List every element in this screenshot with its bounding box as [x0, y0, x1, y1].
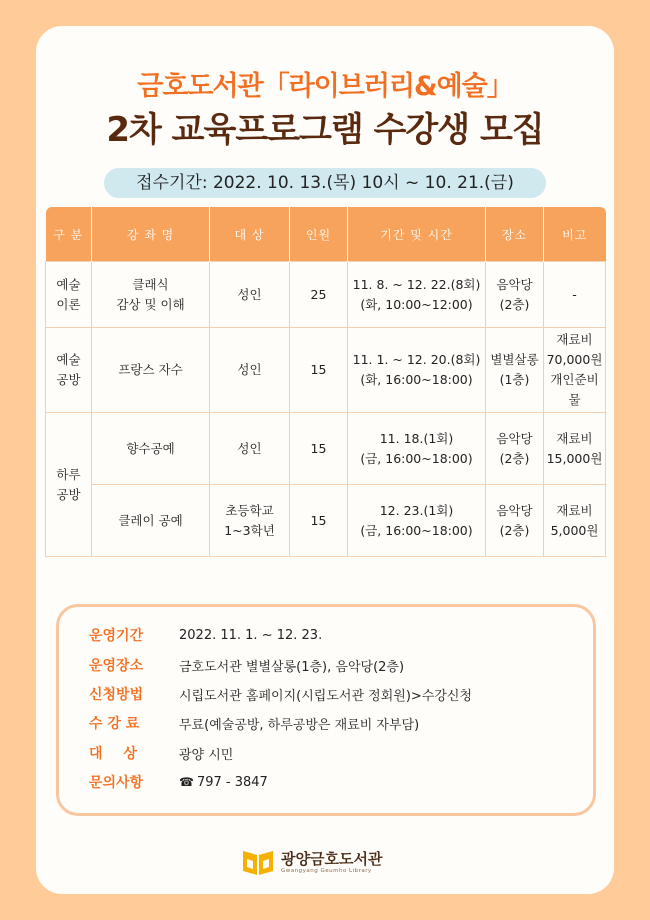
target-value: 광양 시민 — [179, 747, 234, 763]
cell-schedule: 11. 1. ~ 12. 20.(8회) (화, 16:00~18:00) — [348, 328, 486, 413]
poster-card — [36, 26, 614, 894]
info-row-contact — [89, 770, 268, 794]
cell-course: 클래식 감상 및 이해 — [92, 262, 210, 328]
header-category: 구 분 — [46, 207, 92, 262]
contact-number: 797 - 3847 — [196, 774, 268, 790]
cell-target: 성인 — [210, 328, 290, 413]
table-row — [46, 262, 606, 328]
contact-label: 문의사항 — [89, 775, 144, 791]
cell-schedule: 11. 8. ~ 12. 22.(8회) (화, 10:00~12:00) — [348, 262, 486, 328]
info-row-venue — [89, 653, 404, 677]
program-table — [45, 207, 606, 557]
cell-schedule: 11. 18.(1회) (금, 16:00~18:00) — [348, 413, 486, 485]
title-line-2: 2차 교육프로그램 수강생 모집 — [106, 110, 544, 150]
header-count: 인원 — [290, 207, 348, 262]
header-schedule: 기간 및 시간 — [348, 207, 486, 262]
cell-note: 재료비 15,000원 — [544, 413, 606, 485]
info-row-fee — [89, 711, 419, 735]
library-logo — [241, 844, 382, 880]
venue-label: 운영장소 — [89, 658, 144, 674]
cell-category: 예술 이론 — [46, 262, 92, 328]
info-row-period — [89, 623, 322, 647]
cell-course: 향수공예 — [92, 413, 210, 485]
header-place: 장소 — [486, 207, 544, 262]
header-note: 비고 — [544, 207, 606, 262]
cell-note: 재료비 5,000원 — [544, 485, 606, 557]
library-name: 광양금호도서관 — [281, 849, 383, 868]
cell-count: 15 — [290, 413, 348, 485]
apply-label: 신청방법 — [89, 687, 144, 703]
cell-count: 25 — [290, 262, 348, 328]
venue-value: 금호도서관 별별살롱(1층), 음악당(2층) — [179, 659, 405, 675]
fee-value: 무료(예술공방, 하루공방은 재료비 자부담) — [179, 717, 420, 733]
cell-place: 음악당 (2층) — [486, 262, 544, 328]
cell-target: 성인 — [210, 262, 290, 328]
cell-place: 음악당 (2층) — [486, 485, 544, 557]
header-target: 대 상 — [210, 207, 290, 262]
cell-place: 별별살롱 (1층) — [486, 328, 544, 413]
table-row — [46, 485, 606, 557]
library-logo-icon — [241, 847, 275, 877]
title-line-1: 금호도서관「라이브러리&예술」 — [137, 71, 513, 102]
target-label: 대 상 — [89, 746, 145, 762]
cell-category: 예술 공방 — [46, 328, 92, 413]
apply-value: 시립도서관 홈페이지(시립도서관 정회원)>수강신청 — [179, 688, 473, 704]
cell-note: - — [544, 262, 606, 328]
operation-period-label: 운영기간 — [89, 628, 144, 644]
cell-course: 프랑스 자수 — [92, 328, 210, 413]
table-header-row — [46, 207, 606, 262]
cell-schedule: 12. 23.(1회) (금, 16:00~18:00) — [348, 485, 486, 557]
operation-period-value: 2022. 11. 1. ~ 12. 23. — [179, 627, 323, 643]
cell-note: 재료비 70,000원 개인준비물 — [544, 328, 606, 413]
phone-icon: ☎ — [179, 774, 194, 789]
cell-target: 성인 — [210, 413, 290, 485]
header-course: 강 좌 명 — [92, 207, 210, 262]
application-period: 접수기간: 2022. 10. 13.(목) 10시 ~ 10. 21.(금) — [104, 168, 546, 198]
info-row-apply — [89, 682, 472, 706]
cell-target: 초등학교 1~3학년 — [210, 485, 290, 557]
table-row — [46, 413, 606, 485]
cell-count: 15 — [290, 485, 348, 557]
cell-place: 음악당 (2층) — [486, 413, 544, 485]
info-row-target — [89, 741, 233, 765]
info-box — [56, 604, 596, 816]
cell-course: 클레이 공예 — [92, 485, 210, 557]
fee-label: 수 강 료 — [89, 716, 140, 732]
contact-value — [179, 775, 268, 790]
cell-category: 하루 공방 — [46, 413, 92, 557]
table-row — [46, 328, 606, 413]
library-name-en: Gwangyang Geumho Library — [281, 867, 372, 874]
cell-count: 15 — [290, 328, 348, 413]
